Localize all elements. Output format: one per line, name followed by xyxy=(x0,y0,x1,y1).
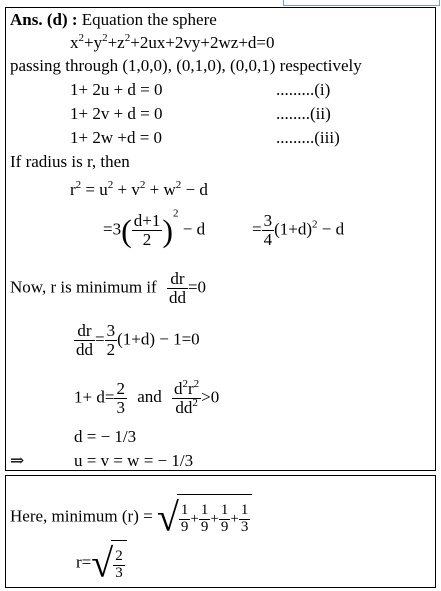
minimum-condition: Now, r is minimum if $\frac{dr}{dd}$ =0 xyxy=(10,269,207,307)
equation-2-tag: ........(ii) xyxy=(276,104,331,123)
radius-intro: If radius is r, then xyxy=(10,152,130,171)
minimum-r-line: Here, minimum (r) = √ $\frac{1}{9}$ + $\frac{1}{9}$ + $\frac{1}{9}$ + $\frac{1}{3}$ xyxy=(10,494,252,541)
d-value: d = − 1/3 xyxy=(74,427,137,446)
minimum-r-sqrt: √ $\frac{1}{9}$ + $\frac{1}{9}$ + $\frac{1}{9}$ + $\frac{1}{3}$ xyxy=(157,494,252,541)
three-quarters-fraction: $\frac{3}{4}$ xyxy=(263,211,273,249)
r-final-sqrt: √ $\frac{2}{3}$ xyxy=(91,540,126,587)
derivative-fraction: $\frac{dr}{dd}$ xyxy=(76,321,93,359)
equation-1: 1+ 2u + d = 0 xyxy=(70,80,163,99)
two-thirds-fraction: $\frac{2}{3}$ xyxy=(116,379,125,417)
second-derivative-fraction: $\frac{d^2r^2}{dd^2}$ xyxy=(173,378,200,417)
equation-3-tag: .........(iii) xyxy=(276,128,340,147)
derivative-line: $\frac{dr}{dd}$ = $\frac{3}{2}$ (1+d) − 1=0 xyxy=(76,321,200,359)
two-thirds-root-fraction: $\frac{2}{3}$ xyxy=(115,548,123,582)
result-box xyxy=(5,475,436,588)
answer-intro: Equation the sphere xyxy=(81,10,217,29)
step-2b-expression: = $\frac{3}{4}$ $(1+d)^2 - d$ xyxy=(252,211,345,249)
sphere-equation: $x^2+y^2+z^2+2ux+2vy+2wz+d=0$ xyxy=(70,32,275,52)
r-final-line: r=√ $\frac{2}{3}$ xyxy=(76,540,127,587)
answer-heading xyxy=(10,10,217,30)
passing-text: passing through (1,0,0), (0,1,0), (0,0,1) respectively xyxy=(10,56,362,75)
r-squared-line: $r^2 = u^2 + v^2 + w^2 - d$ xyxy=(70,179,208,199)
equation-3: 1+ 2w +d = 0 xyxy=(70,128,163,147)
answer-box xyxy=(5,7,436,471)
equation-1-tag: .........(i) xyxy=(276,80,331,99)
header-tab-edge xyxy=(283,0,440,6)
step-2-fraction: $\frac{d+1}{2}$ xyxy=(133,211,161,249)
implies-arrow: ⇒ xyxy=(10,451,25,470)
one-plus-d-line: 1+ d= $\frac{2}{3}$ and $\frac{d^2r^2}{dd^2}$ >0 xyxy=(74,378,220,417)
term-fraction: $\frac{1}{9}$ xyxy=(220,502,229,536)
uvw-values: u = v = w = − 1/3 xyxy=(74,451,194,470)
term-fraction: $\frac{1}{9}$ xyxy=(180,502,189,536)
term-fraction: $\frac{1}{9}$ xyxy=(200,502,209,536)
equation-2: 1+ 2v + d = 0 xyxy=(70,104,163,123)
dr-dd-fraction: $\frac{dr}{dd}$ xyxy=(168,269,186,307)
term-fraction: $\frac{1}{3}$ xyxy=(240,502,249,536)
answer-label: Ans. (d) : xyxy=(10,10,78,29)
step-2-expression: =3( $\frac{d+1}{2}$ )$^2$ − d xyxy=(103,207,206,249)
three-halves-fraction: $\frac{3}{2}$ xyxy=(106,321,116,359)
